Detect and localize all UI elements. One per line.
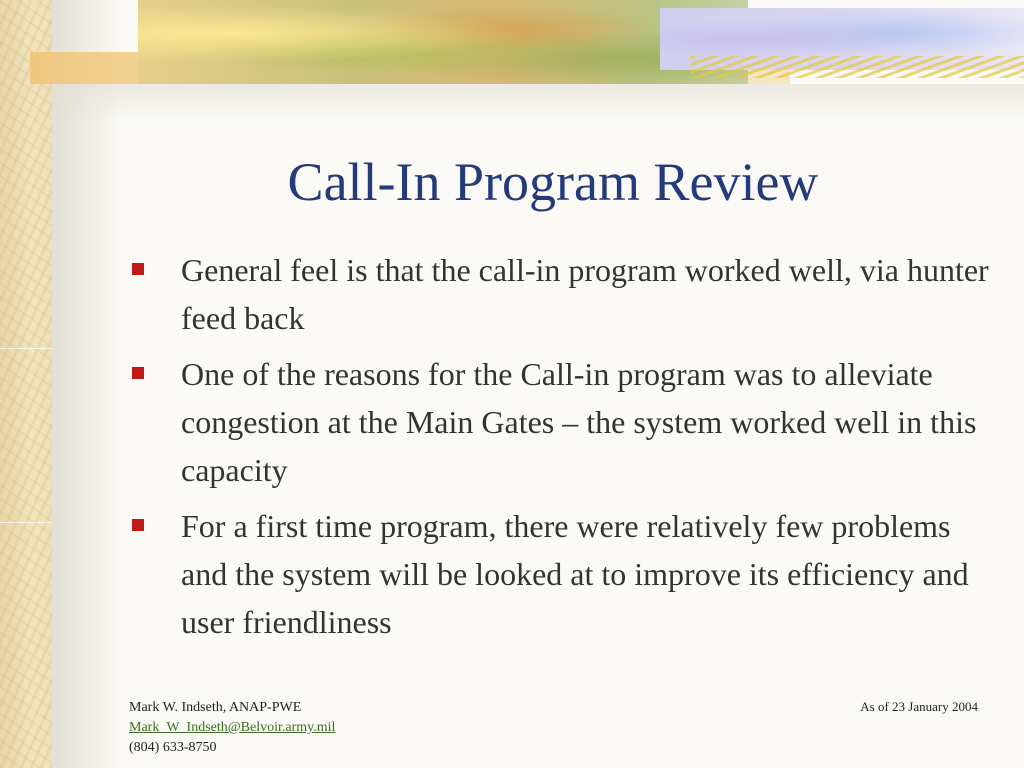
banner-grass-texture bbox=[690, 56, 1024, 78]
bullet-item bbox=[130, 350, 990, 494]
bullet-list bbox=[130, 246, 990, 654]
footer-date: As of 23 January 2004 bbox=[860, 699, 978, 714]
footer-email-link[interactable]: Mark_W_Indseth@Belvoir.army.mil bbox=[129, 720, 336, 735]
slide-title: Call-In Program Review bbox=[287, 152, 819, 212]
square-bullet-icon bbox=[132, 519, 144, 531]
square-bullet-icon bbox=[132, 263, 144, 275]
footer-contact bbox=[129, 698, 335, 758]
strip-seam bbox=[0, 348, 52, 349]
footer-author: Mark W. Indseth, ANAP-PWE bbox=[129, 700, 302, 715]
top-decorative-banner bbox=[0, 0, 1024, 88]
square-bullet-icon bbox=[132, 367, 144, 379]
bullet-text: For a first time program, there were relatively few problems and the system will be looked at to improve its efficiency and user friendliness bbox=[181, 508, 969, 640]
banner-shadow bbox=[52, 84, 1024, 124]
banner-leaf-image bbox=[138, 0, 748, 84]
footer-phone: (804) 633-8750 bbox=[129, 740, 217, 755]
left-parchment-strip bbox=[0, 0, 52, 768]
bullet-text: General feel is that the call-in program worked well, via hunter feed back bbox=[181, 252, 989, 336]
bullet-item bbox=[130, 246, 990, 342]
strip-seam bbox=[0, 522, 52, 523]
bullet-item bbox=[130, 502, 990, 646]
bullet-text: One of the reasons for the Call-in program was to alleviate congestion at the Main Gates – the system worked well in this capacity bbox=[181, 356, 977, 488]
